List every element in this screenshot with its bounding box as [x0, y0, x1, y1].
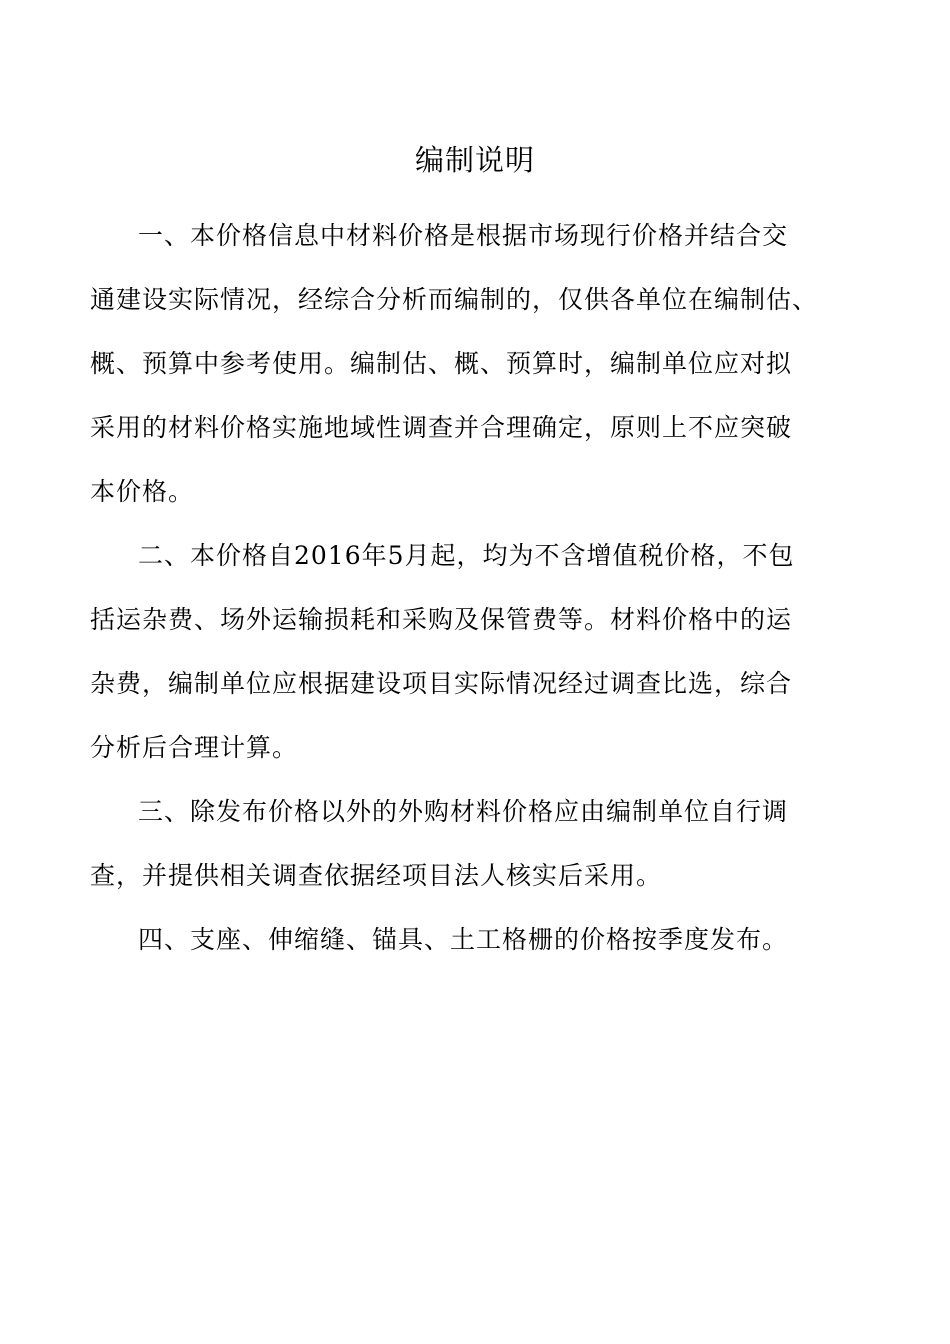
paragraph-2-line-4: 分析后合理计算。: [90, 733, 299, 762]
paragraph-2-line-2: 括运杂费、场外运输损耗和采购及保管费等。材料价格中的运: [90, 605, 793, 634]
paragraph-3-line-1: 三、除发布价格以外的外购材料价格应由编制单位自行调: [138, 797, 789, 826]
paragraph-1-line-2: 通建设实际情况，经综合分析而编制的，仅供各单位在编制估、: [90, 285, 819, 314]
paragraph-1-line-4: 采用的材料价格实施地域性调查并合理确定，原则上不应突破: [90, 413, 793, 442]
paragraph-2-line-3: 杂费，编制单位应根据建设项目实际情况经过调查比选，综合: [90, 669, 793, 698]
paragraph-2-line-1: 二、本价格自2016年5月起，均为不含增值税价格，不包: [138, 541, 795, 570]
paragraph-1-line-3: 概、预算中参考使用。编制估、概、预算时，编制单位应对拟: [90, 349, 793, 378]
page-title: 编制说明: [414, 143, 535, 177]
paragraph-3-line-2: 查，并提供相关调查依据经项目法人核实后采用。: [90, 861, 663, 890]
paragraph-1-line-1: 一、本价格信息中材料价格是根据市场现行价格并结合交: [138, 221, 789, 250]
paragraph-1-line-5: 本价格。: [90, 477, 195, 506]
paragraph-4-line-1: 四、支座、伸缩缝、锚具、土工格栅的价格按季度发布。: [138, 925, 789, 954]
